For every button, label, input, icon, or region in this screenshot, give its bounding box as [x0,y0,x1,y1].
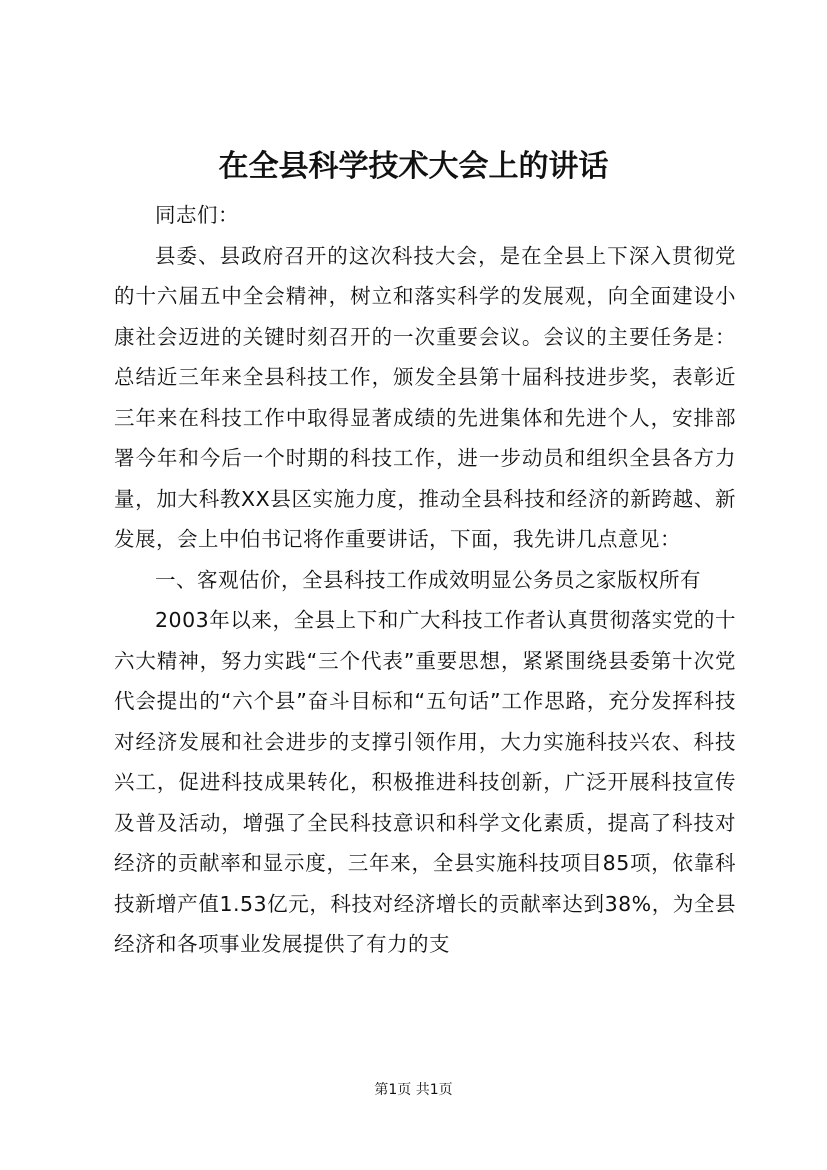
document-body [114,195,736,965]
salutation-paragraph: 同志们： [155,203,239,227]
page-footer: 第1页 共1页 [374,1082,453,1098]
section-paragraph: 2003年以来，全县上下和广大科技工作者认真贯彻落实党的十六大精神，努力实践“三个代表”重要思想，紧紧围绕县委第十次党代会提出的“六个县”奋斗目标和“五句话”工作思路，充分发挥科技对经济发展和社会进步的支撑引领作用，大力实施科技兴农、科技兴工，促进科技成果转化，积极推进科技创新，广泛开展科技宣传及普及活动，增强了全民科技意识和科学文化素质，提高了科技对经济的贡献率和显示度，三年来，全县实施科技项目85项，依靠科技新增产值1.53亿元，科技对经济增长的贡献率达到38%，为全县经济和各项事业发展提供了有力的支 [114,608,736,956]
document-title: 在全县科学技术大会上的讲话 [218,149,609,184]
intro-paragraph: 县委、县政府召开的这次科技大会，是在全县上下深入贯彻党的十六届五中全会精神，树立和落实科学的发展观，向全面建设小康社会迈进的关键时刻召开的一次重要会议。会议的主要任务是：总结近三年来全县科技工作，颁发全县第十届科技进步奖，表彰近三年来在科技工作中取得显著成绩的先进集体和先进个人，安排部署今年和今后一个时期的科技工作，进一步动员和组织全县各方力量，加大科教XX县区实施力度，推动全县科技和经济的新跨越、新发展，会上中伯书记将作重要讲话，下面，我先讲几点意见： [114,243,736,551]
section-heading: 一、客观估价，全县科技工作成效明显公务员之家版权所有 [155,567,701,592]
